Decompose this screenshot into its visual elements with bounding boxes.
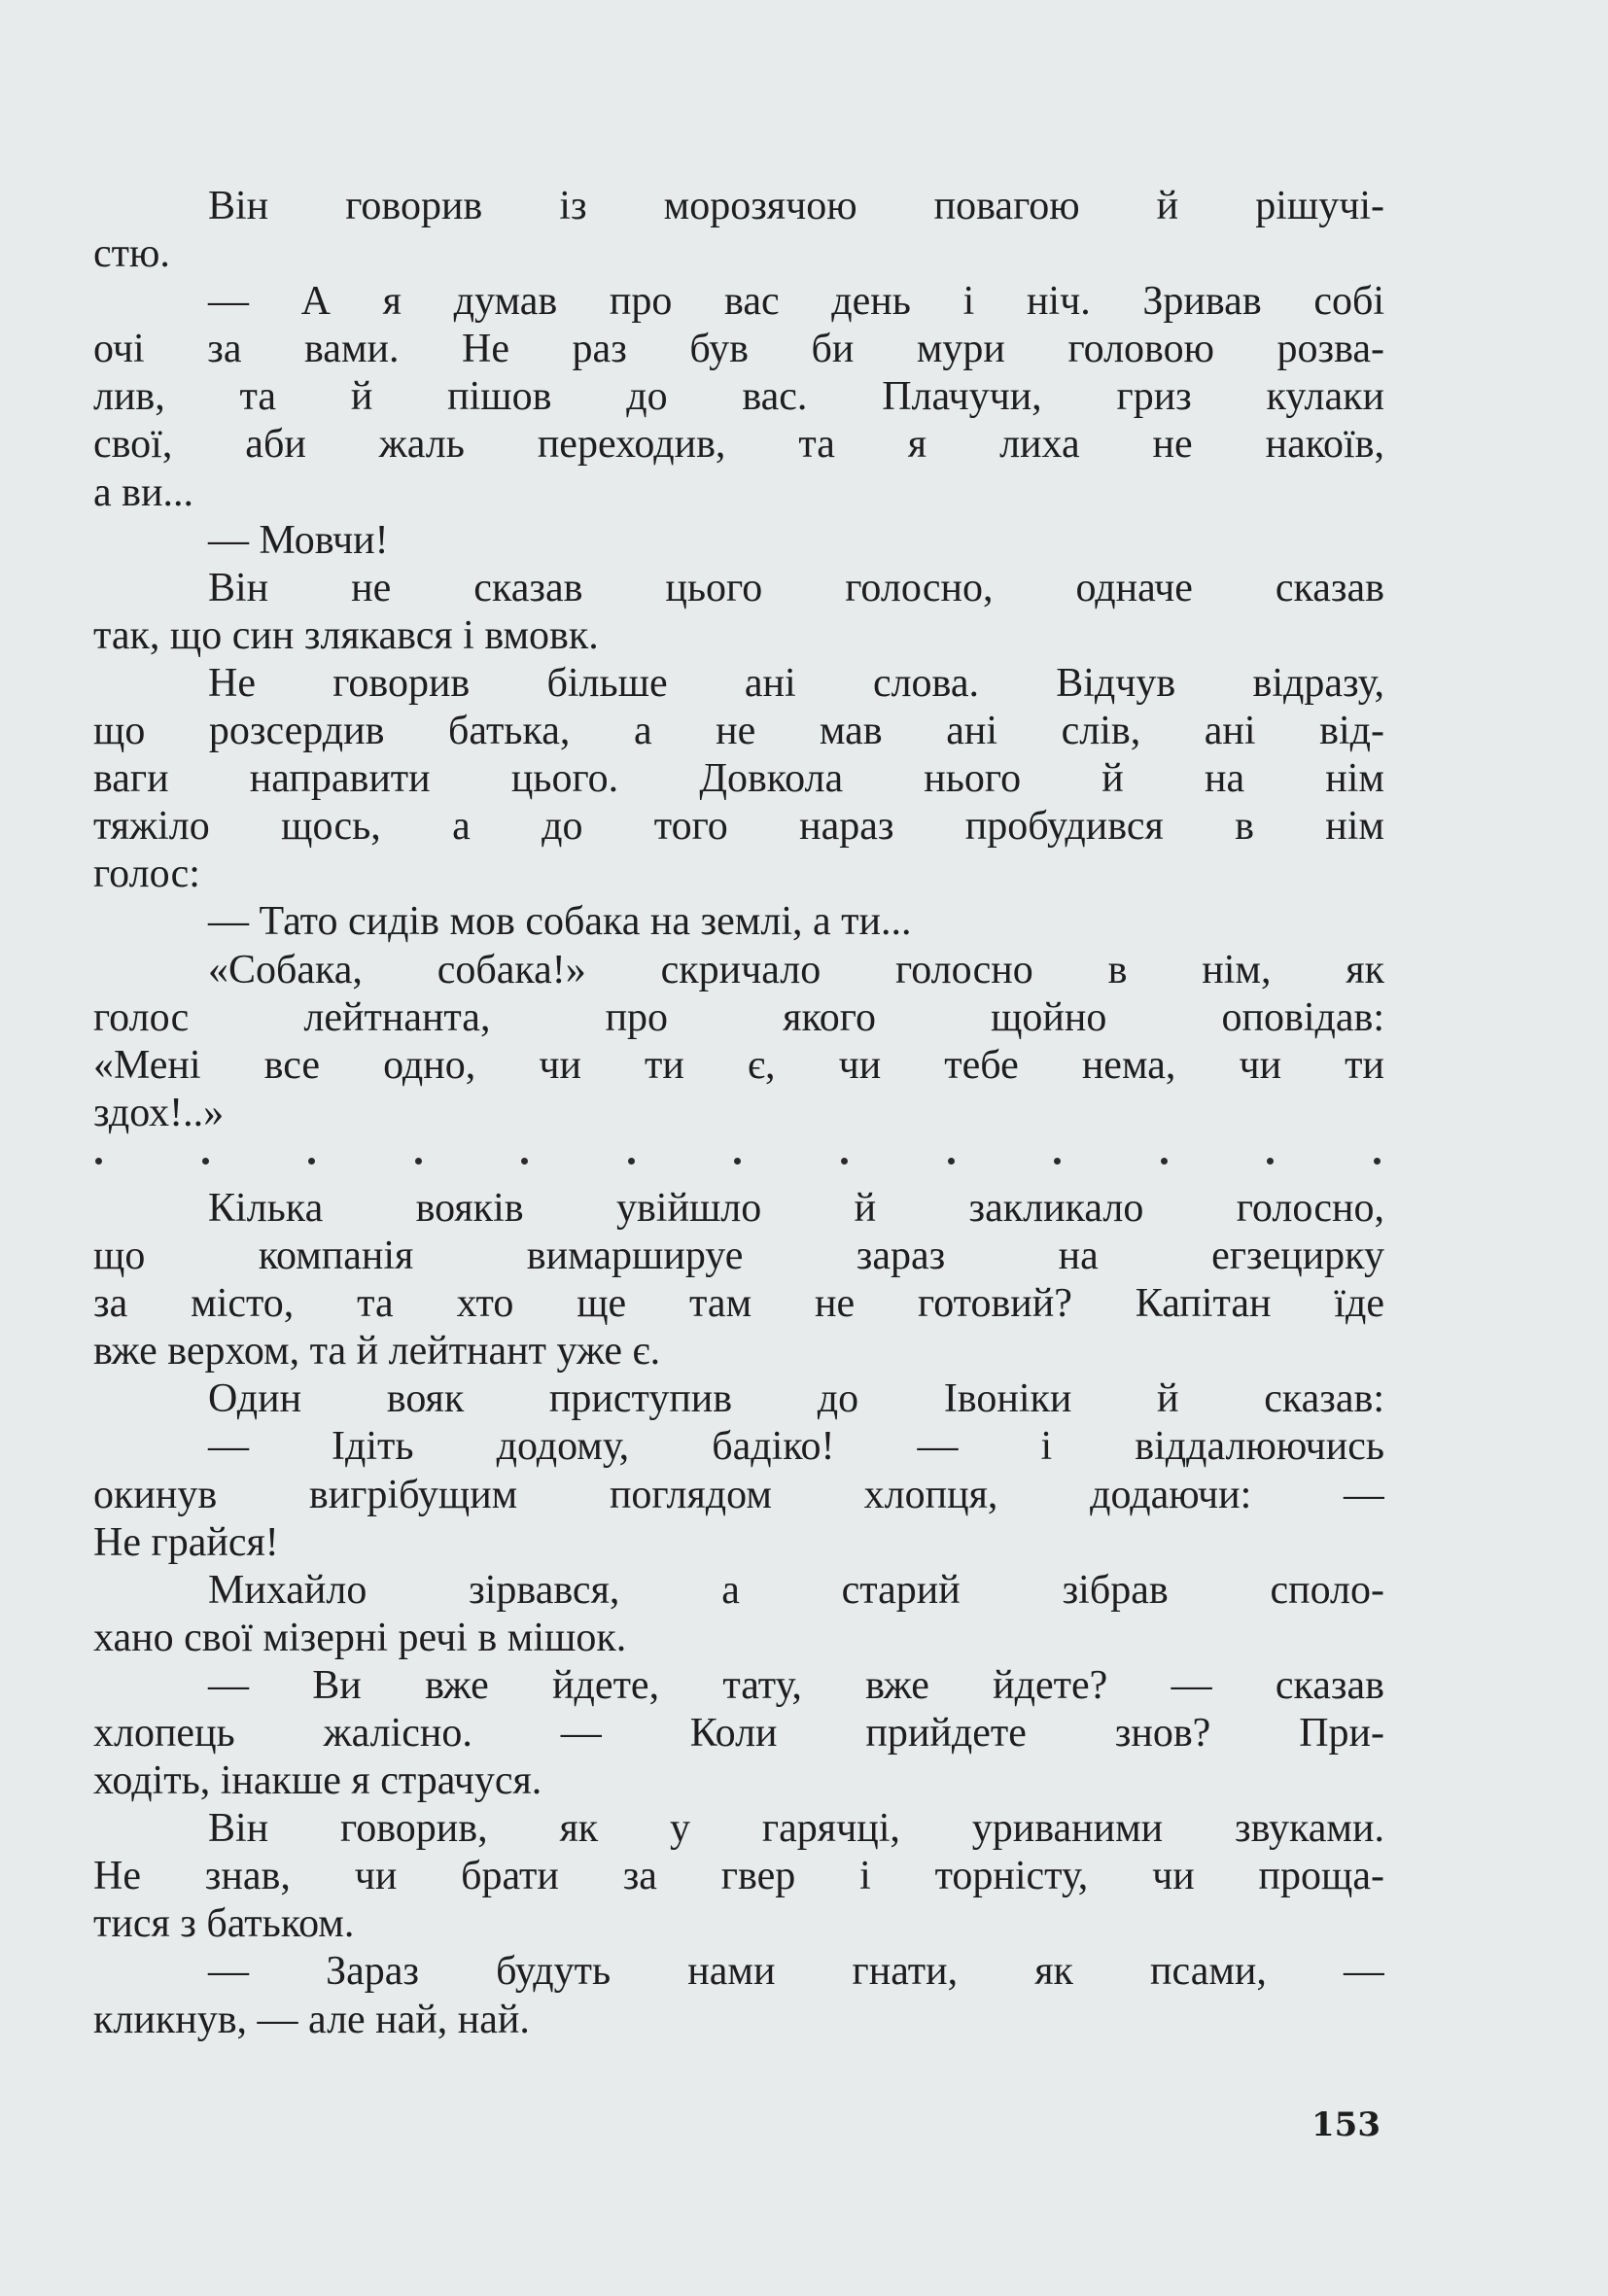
text-line: що компанія вимаршируе зараз на егзецирку: [93, 1234, 1384, 1279]
page-number: 153: [1311, 2105, 1381, 2144]
text-line: так, що син злякався і вмовк.: [93, 612, 599, 658]
text-line: Кілька вояків увійшло й закликало голосно,: [208, 1185, 1384, 1231]
break-dot: [1374, 1158, 1381, 1165]
text-line: здох!..»: [93, 1090, 225, 1135]
break-dot: [1267, 1158, 1274, 1165]
break-dot: [628, 1158, 635, 1165]
text-line: тися з батьком.: [93, 1901, 355, 1947]
text-line: — Тато сидів мов собака на землі, а ти...: [208, 899, 912, 945]
text-line: лив, та й пішов до вас. Плачучи, гриз кулаки: [93, 374, 1384, 420]
text-line: свої, аби жаль переходив, та я лиха не накоїв,: [93, 422, 1384, 468]
text-line: Він говорив із морозячою повагою й рішучі-: [208, 184, 1384, 228]
text-line: — Ідіть додому, бадіко! — і віддалюючись: [208, 1424, 1384, 1470]
text-line: Він не сказав цього голосно, одначе сказав: [208, 565, 1384, 610]
text-line: що розсердив батька, а не мав ані слів, ані від-: [93, 709, 1384, 754]
text-line: Не говорив більше ані слова. Відчув відразу,: [208, 660, 1384, 706]
break-dot: [841, 1158, 848, 1165]
text-line: «Собака, собака!» скричало голосно в нім, як: [208, 947, 1384, 992]
text-line: голос:: [93, 852, 200, 897]
text-line: Не грайся!: [93, 1519, 279, 1565]
text-line: голос лейтнанта, про якого щойно оповідав:: [93, 994, 1384, 1040]
text-line: — Ви вже йдете, тату, вже йдете? — сказав: [208, 1662, 1384, 1708]
text-line: Михайло зірвався, а старий зібрав споло-: [208, 1567, 1384, 1613]
break-dot: [1161, 1158, 1168, 1165]
text-line: — Мовчи!: [208, 517, 389, 563]
text-line: вже верхом, та й лейтнант уже є.: [93, 1329, 661, 1374]
text-line: «Мені все одно, чи ти є, чи тебе нема, чи ти: [93, 1042, 1384, 1088]
text-line: стю.: [93, 231, 170, 277]
break-dot: [1054, 1158, 1061, 1165]
text-line: Він говорив, як у гарячці, уриваними звуками.: [208, 1806, 1384, 1852]
text-line: окинув вигрібущим поглядом хлопця, додаючи: —: [93, 1472, 1384, 1517]
break-dot: [415, 1158, 422, 1165]
text-line: очі за вами. Не раз був би мури головою розва-: [93, 327, 1384, 372]
break-dot: [95, 1158, 102, 1165]
text-line: а ви...: [93, 470, 193, 515]
break-dot: [521, 1158, 528, 1165]
break-dot: [734, 1158, 741, 1165]
text-line: хлопець жалісно. — Коли прийдете знов? При-: [93, 1711, 1384, 1756]
text-line: Не знав, чи брати за гвер і торністу, чи проща-: [93, 1854, 1384, 1899]
break-dot: [948, 1158, 955, 1165]
body-text: [93, 183, 1384, 2044]
text-line: кликнув, — але най, най.: [93, 1997, 530, 2042]
break-dot: [202, 1158, 209, 1165]
text-line: ходіть, інакше я страчуся.: [93, 1758, 542, 1804]
text-line: Один вояк приступив до Івоніки й сказав:: [208, 1376, 1384, 1422]
text-line: — Зараз будуть нами гнати, як псами, —: [208, 1949, 1384, 1995]
text-line: за місто, та хто ще там не готовий? Капітан їде: [93, 1281, 1384, 1327]
text-line: тяжіло щось, а до того нараз пробудився в нім: [93, 804, 1384, 850]
text-line: — А я думав про вас день і ніч. Зривав собі: [208, 279, 1384, 325]
section-break: [93, 1137, 1384, 1185]
text-line: хано свої мізерні речі в мішок.: [93, 1615, 627, 1660]
break-dot: [308, 1158, 315, 1165]
text-line: ваги направити цього. Довкола нього й на нім: [93, 756, 1384, 802]
